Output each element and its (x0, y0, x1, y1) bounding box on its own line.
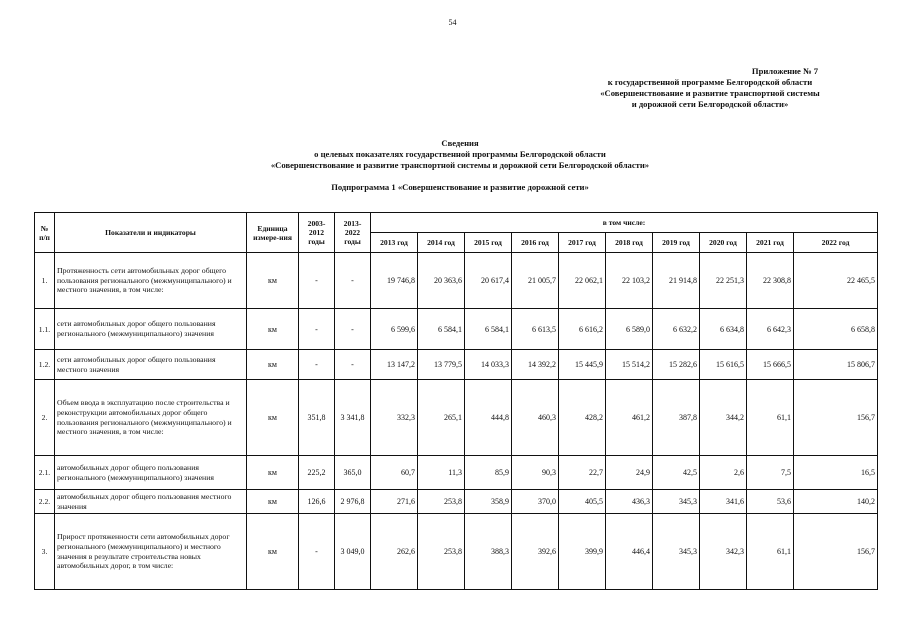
indicator-name: Объем ввода в эксплуатацию после строительства и реконструкции автомобильных дорог общего пользования регионального (межмуниципального) и местного значения, в том числе: (55, 380, 247, 456)
year-value: 253,8 (418, 514, 465, 590)
year-value: 6 584,1 (465, 309, 512, 350)
year-value: 85,9 (465, 456, 512, 490)
header-year: 2013 год (371, 233, 418, 253)
year-value: 13 779,5 (418, 350, 465, 380)
year-value: 24,9 (606, 456, 653, 490)
appendix-line: к государственной программе Белгородской области (607, 77, 813, 87)
indicator-name: Протяженность сети автомобильных дорог общего пользования регионального (межмуниципального) и местного значения, в том числе: (55, 253, 247, 309)
row-number: 1. (35, 253, 55, 309)
indicator-name: автомобильных дорог общего пользования местного значения (55, 490, 247, 514)
period-2003-2012-value: 126,6 (299, 490, 335, 514)
period-2013-2022-value: - (335, 309, 371, 350)
unit-cell: км (247, 456, 299, 490)
year-value: 20 617,4 (465, 253, 512, 309)
unit-cell: км (247, 253, 299, 309)
period-2013-2022-value: - (335, 350, 371, 380)
indicator-name: автомобильных дорог общего пользования регионального (межмуниципального) значения (55, 456, 247, 490)
year-value: 15 616,5 (700, 350, 747, 380)
table-row (35, 253, 878, 309)
indicators-table (34, 212, 878, 590)
row-number: 1.1. (35, 309, 55, 350)
period-2003-2012-value: - (299, 309, 335, 350)
header-year: 2022 год (794, 233, 878, 253)
period-2013-2022-value: 365,0 (335, 456, 371, 490)
year-value: 332,3 (371, 380, 418, 456)
year-value: 14 392,2 (512, 350, 559, 380)
year-value: 7,5 (747, 456, 794, 490)
header-year: 2018 год (606, 233, 653, 253)
subprogram-title: Подпрограмма 1 «Совершенствование и развитие дорожной сети» (331, 182, 589, 192)
period-2003-2012-value: - (299, 350, 335, 380)
year-value: 42,5 (653, 456, 700, 490)
year-value: 22 308,8 (747, 253, 794, 309)
period-2003-2012-value: 225,2 (299, 456, 335, 490)
row-number: 2. (35, 380, 55, 456)
year-value: 405,5 (559, 490, 606, 514)
appendix-line: «Совершенствование и развитие транспортной системы (600, 88, 820, 98)
year-value: 446,4 (606, 514, 653, 590)
year-value: 61,1 (747, 380, 794, 456)
year-value: 2,6 (700, 456, 747, 490)
year-value: 388,3 (465, 514, 512, 590)
header-year: 2014 год (418, 233, 465, 253)
year-value: 22,7 (559, 456, 606, 490)
appendix-title: Приложение № 7 (751, 66, 819, 76)
year-value: 436,3 (606, 490, 653, 514)
year-value: 358,9 (465, 490, 512, 514)
unit-cell: км (247, 380, 299, 456)
year-value: 6 616,2 (559, 309, 606, 350)
year-value: 11,3 (418, 456, 465, 490)
year-value: 6 658,8 (794, 309, 878, 350)
year-value: 271,6 (371, 490, 418, 514)
year-value: 22 103,2 (606, 253, 653, 309)
table-row (35, 514, 878, 590)
page-number: 54 (448, 18, 457, 27)
year-value: 22 465,5 (794, 253, 878, 309)
year-value: 61,1 (747, 514, 794, 590)
unit-cell: км (247, 350, 299, 380)
year-value: 156,7 (794, 380, 878, 456)
unit-cell: км (247, 309, 299, 350)
year-value: 53,6 (747, 490, 794, 514)
header-year: 2017 год (559, 233, 606, 253)
year-value: 6 589,0 (606, 309, 653, 350)
year-value: 14 033,3 (465, 350, 512, 380)
indicator-name: сети автомобильных дорог общего пользования местного значения (55, 350, 247, 380)
document-heading (180, 138, 740, 193)
year-value: 13 147,2 (371, 350, 418, 380)
header-including: в том числе: (371, 213, 878, 233)
year-value: 22 251,3 (700, 253, 747, 309)
year-value: 265,1 (418, 380, 465, 456)
year-value: 6 584,1 (418, 309, 465, 350)
year-value: 253,8 (418, 490, 465, 514)
header-indicator: Показатели и индикаторы (55, 213, 247, 253)
year-value: 6 642,3 (747, 309, 794, 350)
year-value: 428,2 (559, 380, 606, 456)
appendix-block (560, 66, 860, 110)
header-year: 2016 год (512, 233, 559, 253)
indicator-name: Прирост протяженности сети автомобильных дорог регионального (межмуниципального) и местного значения в результате строительства новых автомобильных дорог, в том числе: (55, 514, 247, 590)
header-year: 2020 год (700, 233, 747, 253)
year-value: 387,8 (653, 380, 700, 456)
unit-cell: км (247, 490, 299, 514)
year-value: 460,3 (512, 380, 559, 456)
period-2003-2012-value: - (299, 514, 335, 590)
heading-line: «Совершенствование и развитие транспортной системы и дорожной сети Белгородской области» (270, 160, 650, 170)
unit-cell: км (247, 514, 299, 590)
period-2013-2022-value: 2 976,8 (335, 490, 371, 514)
table-row (35, 350, 878, 380)
year-value: 342,3 (700, 514, 747, 590)
row-number: 3. (35, 514, 55, 590)
year-value: 15 806,7 (794, 350, 878, 380)
header-unit: Единица измере-ния (247, 213, 299, 253)
year-value: 345,3 (653, 490, 700, 514)
appendix-line: и дорожной сети Белгородской области» (631, 99, 789, 109)
year-value: 461,2 (606, 380, 653, 456)
year-value: 341,6 (700, 490, 747, 514)
year-value: 90,3 (512, 456, 559, 490)
year-value: 19 746,8 (371, 253, 418, 309)
year-value: 6 613,5 (512, 309, 559, 350)
period-2013-2022-value: 3 341,8 (335, 380, 371, 456)
year-value: 444,8 (465, 380, 512, 456)
year-value: 140,2 (794, 490, 878, 514)
row-number: 2.1. (35, 456, 55, 490)
indicator-name: сети автомобильных дорог общего пользования регионального (межмуниципального) значения (55, 309, 247, 350)
row-number: 1.2. (35, 350, 55, 380)
year-value: 370,0 (512, 490, 559, 514)
header-year: 2015 год (465, 233, 512, 253)
year-value: 345,3 (653, 514, 700, 590)
year-value: 60,7 (371, 456, 418, 490)
heading-title: Сведения (441, 138, 479, 148)
year-value: 15 514,2 (606, 350, 653, 380)
year-value: 21 914,8 (653, 253, 700, 309)
period-2013-2022-value: - (335, 253, 371, 309)
header-period-2013-2022: 2013-2022 годы (335, 213, 371, 253)
period-2003-2012-value: 351,8 (299, 380, 335, 456)
table-row (35, 380, 878, 456)
year-value: 6 599,6 (371, 309, 418, 350)
year-value: 6 632,2 (653, 309, 700, 350)
table-row (35, 456, 878, 490)
year-value: 344,2 (700, 380, 747, 456)
year-value: 399,9 (559, 514, 606, 590)
year-value: 15 282,6 (653, 350, 700, 380)
year-value: 16,5 (794, 456, 878, 490)
year-value: 392,6 (512, 514, 559, 590)
table-row (35, 309, 878, 350)
header-num: № п/п (35, 213, 55, 253)
period-2013-2022-value: 3 049,0 (335, 514, 371, 590)
year-value: 20 363,6 (418, 253, 465, 309)
period-2003-2012-value: - (299, 253, 335, 309)
year-value: 15 445,9 (559, 350, 606, 380)
table-row (35, 490, 878, 514)
year-value: 21 005,7 (512, 253, 559, 309)
year-value: 262,6 (371, 514, 418, 590)
header-period-2003-2012: 2003-2012 годы (299, 213, 335, 253)
year-value: 15 666,5 (747, 350, 794, 380)
heading-line: о целевых показателях государственной программы Белгородской области (314, 149, 606, 159)
year-value: 156,7 (794, 514, 878, 590)
row-number: 2.2. (35, 490, 55, 514)
header-year: 2019 год (653, 233, 700, 253)
year-value: 22 062,1 (559, 253, 606, 309)
year-value: 6 634,8 (700, 309, 747, 350)
header-year: 2021 год (747, 233, 794, 253)
